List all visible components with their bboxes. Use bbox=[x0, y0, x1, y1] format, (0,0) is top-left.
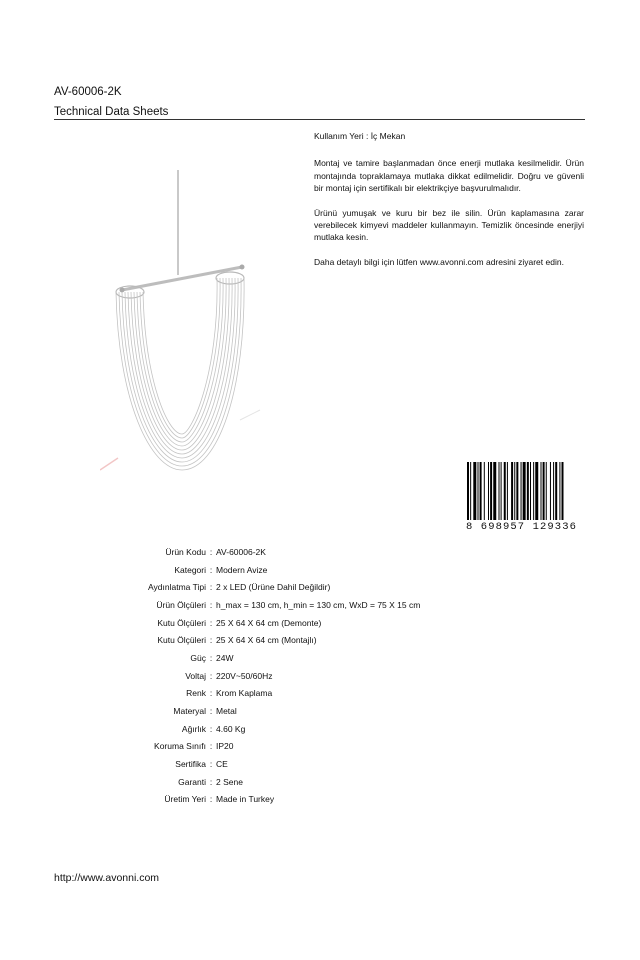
barcode-bar bbox=[559, 462, 560, 520]
header-divider bbox=[54, 119, 585, 120]
barcode-bar bbox=[507, 462, 508, 520]
spec-row bbox=[60, 543, 580, 561]
spec-label: Materyal bbox=[173, 706, 206, 717]
barcode-bar bbox=[555, 462, 557, 520]
product-image bbox=[100, 170, 290, 490]
barcode bbox=[466, 462, 584, 536]
spec-value: 4.60 Kg bbox=[216, 723, 246, 734]
spec-label: Üretim Yeri bbox=[164, 794, 206, 805]
spec-separator: : bbox=[209, 741, 213, 752]
barcode-digits: 8 698957 129336 bbox=[466, 521, 578, 533]
barcode-bar bbox=[490, 462, 492, 520]
barcode-bar bbox=[535, 462, 538, 520]
spec-value: 25 X 64 X 64 cm (Montajlı) bbox=[216, 635, 317, 646]
spec-row bbox=[60, 631, 580, 649]
spec-value: AV-60006-2K bbox=[216, 546, 266, 557]
spec-label: Kutu Ölçüleri bbox=[157, 617, 206, 628]
spec-label: Kutu Ölçüleri bbox=[157, 635, 206, 646]
spec-separator: : bbox=[209, 564, 213, 575]
spec-row bbox=[60, 791, 580, 809]
spec-row bbox=[60, 667, 580, 685]
spec-separator: : bbox=[209, 723, 213, 734]
spec-value: Made in Turkey bbox=[216, 794, 275, 805]
spec-row bbox=[60, 702, 580, 720]
spec-row bbox=[60, 649, 580, 667]
spec-value: 25 X 64 X 64 cm (Demonte) bbox=[216, 617, 322, 628]
spec-value: 220V~50/60Hz bbox=[216, 670, 273, 681]
barcode-bar bbox=[521, 462, 522, 520]
spec-separator: : bbox=[209, 652, 213, 663]
barcode-bar bbox=[478, 462, 479, 520]
barcode-bar bbox=[493, 462, 496, 520]
spec-row bbox=[60, 720, 580, 738]
barcode-bar bbox=[511, 462, 513, 520]
spec-separator: : bbox=[209, 617, 213, 628]
spec-label: Sertifika bbox=[175, 759, 206, 770]
spec-row bbox=[60, 738, 580, 756]
spec-value: Modern Avize bbox=[216, 564, 268, 575]
chandelier-illustration bbox=[100, 170, 290, 490]
spec-value: 2 x LED (Ürüne Dahil Değildir) bbox=[216, 582, 331, 593]
spec-label: Güç bbox=[190, 652, 206, 663]
spec-row bbox=[60, 773, 580, 791]
spec-row bbox=[60, 614, 580, 632]
barcode-bar bbox=[488, 462, 489, 520]
spec-value: h_max = 130 cm, h_min = 130 cm, WxD = 75 X 15 cm bbox=[216, 599, 421, 610]
barcode-bar bbox=[553, 462, 554, 520]
barcode-bar bbox=[562, 462, 564, 520]
spec-label: Koruma Sınıfı bbox=[154, 741, 206, 752]
safety-paragraph: Montaj ve tamire başlanmadan önce enerji mutlaka kesilmelidir. Ürün montajında topraklamaya mutlaka dikkat edilmelidir. Doğru ve güvenli bir montaj için sertifikalı bir elektrikçiye başvurulmalıdır. bbox=[314, 158, 584, 194]
footer-url[interactable]: http://www.avonni.com bbox=[54, 872, 160, 884]
barcode-bar bbox=[480, 462, 482, 520]
spec-separator: : bbox=[209, 759, 213, 770]
barcode-bar bbox=[546, 462, 547, 520]
spec-separator: : bbox=[209, 706, 213, 717]
spec-separator: : bbox=[209, 794, 213, 805]
barcode-bar bbox=[501, 462, 502, 520]
spec-separator: : bbox=[209, 546, 213, 557]
spec-separator: : bbox=[209, 599, 213, 610]
spec-value: 24W bbox=[216, 652, 234, 663]
barcode-bar bbox=[514, 462, 515, 520]
spec-separator: : bbox=[209, 776, 213, 787]
spec-row bbox=[60, 596, 580, 614]
barcode-bar bbox=[484, 462, 485, 520]
spec-separator: : bbox=[209, 670, 213, 681]
product-code-title: AV-60006-2K bbox=[54, 86, 122, 98]
website-paragraph: Daha detaylı bilgi için lütfen www.avonni.com adresini ziyaret edin. bbox=[314, 256, 564, 267]
spec-separator: : bbox=[209, 582, 213, 593]
usage-info bbox=[314, 130, 584, 280]
barcode-bar bbox=[473, 462, 476, 520]
barcode-bar bbox=[470, 462, 471, 520]
spec-value: 2 Sene bbox=[216, 776, 243, 787]
spec-value: Krom Kaplama bbox=[216, 688, 273, 699]
usage-place: Kullanım Yeri : İç Mekan bbox=[314, 131, 406, 141]
cleaning-paragraph: Ürünü yumuşak ve kuru bir bez ile silin. Ürün kaplamasına zarar verebilecek kimyevi maddeler kullanmayın. Temizlik öncesinde enerjiyi mutlaka kesin. bbox=[314, 207, 584, 243]
barcode-bars bbox=[466, 462, 584, 520]
document-subtitle: Technical Data Sheets bbox=[54, 106, 169, 118]
spec-label: Aydınlatma Tipi bbox=[148, 582, 206, 593]
barcode-bar bbox=[499, 462, 500, 520]
spec-separator: : bbox=[209, 635, 213, 646]
barcode-bar bbox=[504, 462, 506, 520]
spec-row bbox=[60, 561, 580, 579]
spec-table bbox=[60, 543, 580, 808]
document-header bbox=[54, 86, 585, 118]
barcode-bar bbox=[516, 462, 518, 520]
spec-label: Garanti bbox=[178, 776, 206, 787]
spec-label: Ağırlık bbox=[181, 723, 206, 734]
barcode-bar bbox=[543, 462, 545, 520]
barcode-bar bbox=[541, 462, 542, 520]
barcode-bar bbox=[530, 462, 531, 520]
spec-value: CE bbox=[216, 759, 228, 770]
spec-label: Voltaj bbox=[185, 670, 206, 681]
barcode-bar bbox=[533, 462, 534, 520]
barcode-bar bbox=[550, 462, 551, 520]
barcode-bar bbox=[527, 462, 529, 520]
spec-row bbox=[60, 755, 580, 773]
spec-row bbox=[60, 578, 580, 596]
spec-label: Renk bbox=[186, 688, 206, 699]
spec-value: IP20 bbox=[216, 741, 234, 752]
spec-label: Kategori bbox=[174, 564, 206, 575]
spec-row bbox=[60, 685, 580, 703]
spec-value: Metal bbox=[216, 706, 237, 717]
spec-label: Ürün Ölçüleri bbox=[156, 599, 206, 610]
barcode-bar bbox=[467, 462, 469, 520]
spec-separator: : bbox=[209, 688, 213, 699]
barcode-bar bbox=[523, 462, 526, 520]
spec-label: Ürün Kodu bbox=[165, 546, 206, 557]
